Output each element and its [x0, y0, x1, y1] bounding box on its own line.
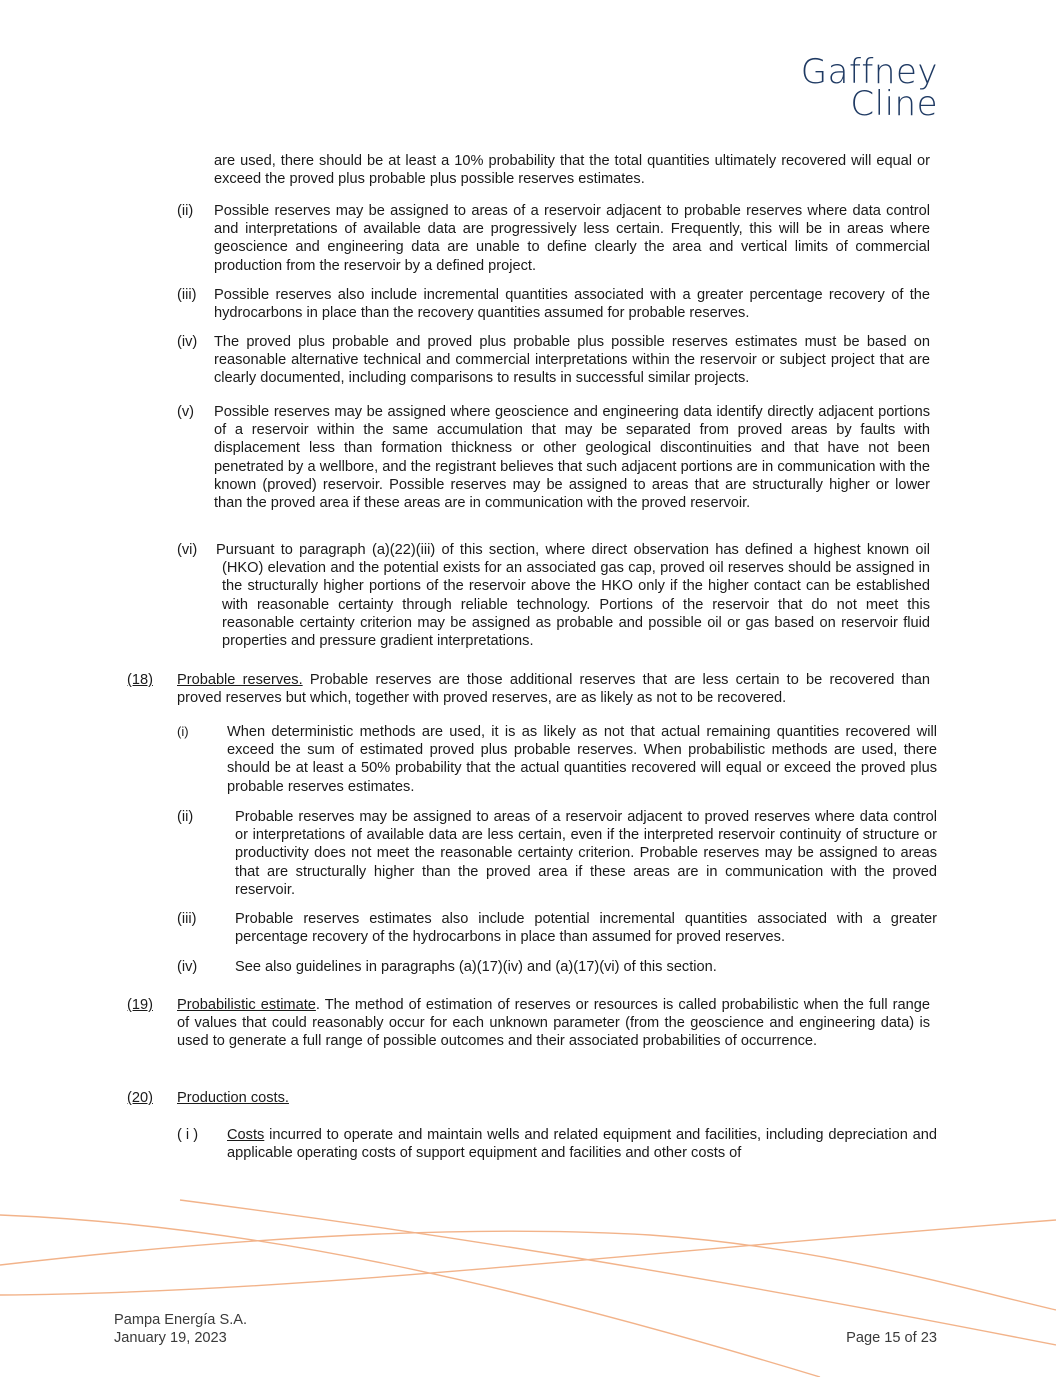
- list-item: Possible reserves also include incremental quantities associated with a greater percentage recovery of the hydrocarbons in place than the recovery quantities assumed for probable reserves.: [214, 287, 930, 322]
- list-item: Pursuant to paragraph (a)(22)(iii) of this section, where direct observation has defined a highest known oil (HKO) elevation and the potential exists for an associated gas cap, proved oil reserves should be assigned in the structurally higher portions of the reservoir above the HKO only if the higher contact can be established with reasonable certainty through reliable technology. Portions of the reservoir that do not meet this reasonable certainty criterion may be assigned as probable and possible oil or gas based on reservoir fluid properties and pressure gradient interpretations.: [216, 542, 930, 650]
- costs-text: incurred to operate and maintain wells and related equipment and facilities, including depreciation and applicable operating costs of support equipment and facilities and other costs of: [227, 1127, 937, 1162]
- item-number: (iii): [177, 911, 197, 927]
- section-number-19: (19): [127, 997, 153, 1013]
- list-item: Probable reserves estimates also include potential incremental quantities associated with a greater percentage recovery of the hydrocarbons in place than assumed for proved reserves.: [235, 911, 937, 946]
- item-number: (i): [177, 724, 189, 739]
- section-18-title: Probable reserves.: [177, 672, 303, 688]
- wave-line-2: [0, 1231, 1056, 1310]
- section-20-title: Production costs.: [177, 1090, 289, 1106]
- footer-page-number: Page 15 of 23: [846, 1330, 937, 1346]
- item-number: (ii): [177, 809, 194, 825]
- logo-line-2: Cline: [850, 84, 938, 124]
- section-number-18: (18): [127, 672, 153, 688]
- wave-line-4: [180, 1200, 1056, 1345]
- item-number: (iv): [177, 334, 198, 350]
- section-19-text: . The method of estimation of reserves or resources is called probabilistic when the full range of values that could reasonably occur for each unknown parameter (from the geoscience and engineering data) is used to generate a full range of possible outcomes and their associated probabilities of occurrence.: [177, 997, 931, 1050]
- section-18-text: Probable reserves are those additional reserves that are less certain to be recovered than proved reserves but which, together with proved reserves, are as likely as not to be recovered.: [177, 672, 930, 707]
- continuation-text: are used, there should be at least a 10% probability that the total quantities ultimately recovered will equal or exceed the proved plus probable plus possible reserves estimates.: [214, 153, 930, 188]
- list-item: Possible reserves may be assigned to areas of a reservoir adjacent to probable reserves where data control and interpretations of available data are progressively less certain. Frequently, this will be in areas where geoscience and engineering data are unable to define clearly the area and vertical limits of commercial production from the reservoir by a defined project.: [214, 203, 930, 274]
- item-number: (vi): [177, 542, 198, 558]
- decorative-wave-lines: [0, 1195, 1056, 1377]
- list-item: Probable reserves may be assigned to areas of a reservoir adjacent to proved reserves where data control or interpretations of available data are less certain, even if the interpreted reservoir continuity of structure or productivity does not meet the reasonable certainty criterion. Probable reserves may be assigned to areas that are structurally higher than the proved area if these areas are in communication with the proved reservoir.: [235, 809, 937, 898]
- footer-date: January 19, 2023: [114, 1330, 227, 1346]
- item-number: (iv): [177, 959, 198, 975]
- list-item: When deterministic methods are used, it is as likely as not that actual remaining quantities recovered will exceed the sum of estimated proved plus probable reserves. When probabilistic methods are used, there should be at least a 50% probability that the actual quantities recovered will equal or exceed the proved plus probable reserves estimates.: [227, 724, 937, 795]
- section-19-title: Probabilistic estimate: [177, 997, 316, 1013]
- list-item: [227, 1126, 937, 1162]
- list-item: See also guidelines in paragraphs (a)(17)(iv) and (a)(17)(vi) of this section.: [235, 959, 717, 975]
- list-item: The proved plus probable and proved plus probable plus possible reserves estimates must be based on reasonable alternative technical and commercial interpretations within the reservoir or subject project that are clearly documented, including comparisons to results in successful similar projects.: [214, 334, 930, 387]
- item-number: (ii): [177, 203, 194, 219]
- footer-company: Pampa Energía S.A.: [114, 1312, 248, 1328]
- item-number: ( i ): [177, 1127, 199, 1143]
- gaffney-cline-logo: [800, 52, 938, 124]
- section-number-20: (20): [127, 1090, 153, 1106]
- section-19-paragraph: [177, 996, 930, 1051]
- section-18-paragraph: [177, 671, 930, 707]
- item-number: (iii): [177, 287, 197, 303]
- costs-term: Costs: [227, 1127, 265, 1143]
- item-number: (v): [177, 404, 195, 420]
- list-item: Possible reserves may be assigned where geoscience and engineering data identify directly adjacent portions of a reservoir within the same accumulation that may be separated from proved areas by faults with displacement less than formation thickness or other geological discontinuities and that have not been penetrated by a wellbore, and the registrant believes that such adjacent portions are in communication with the known (proved) reservoir. Possible reserves may be assigned to areas that are structurally higher or lower than the proved area if these areas are in communication with the proved reservoir.: [214, 404, 930, 512]
- logo-line-1: Gaffney: [800, 52, 938, 92]
